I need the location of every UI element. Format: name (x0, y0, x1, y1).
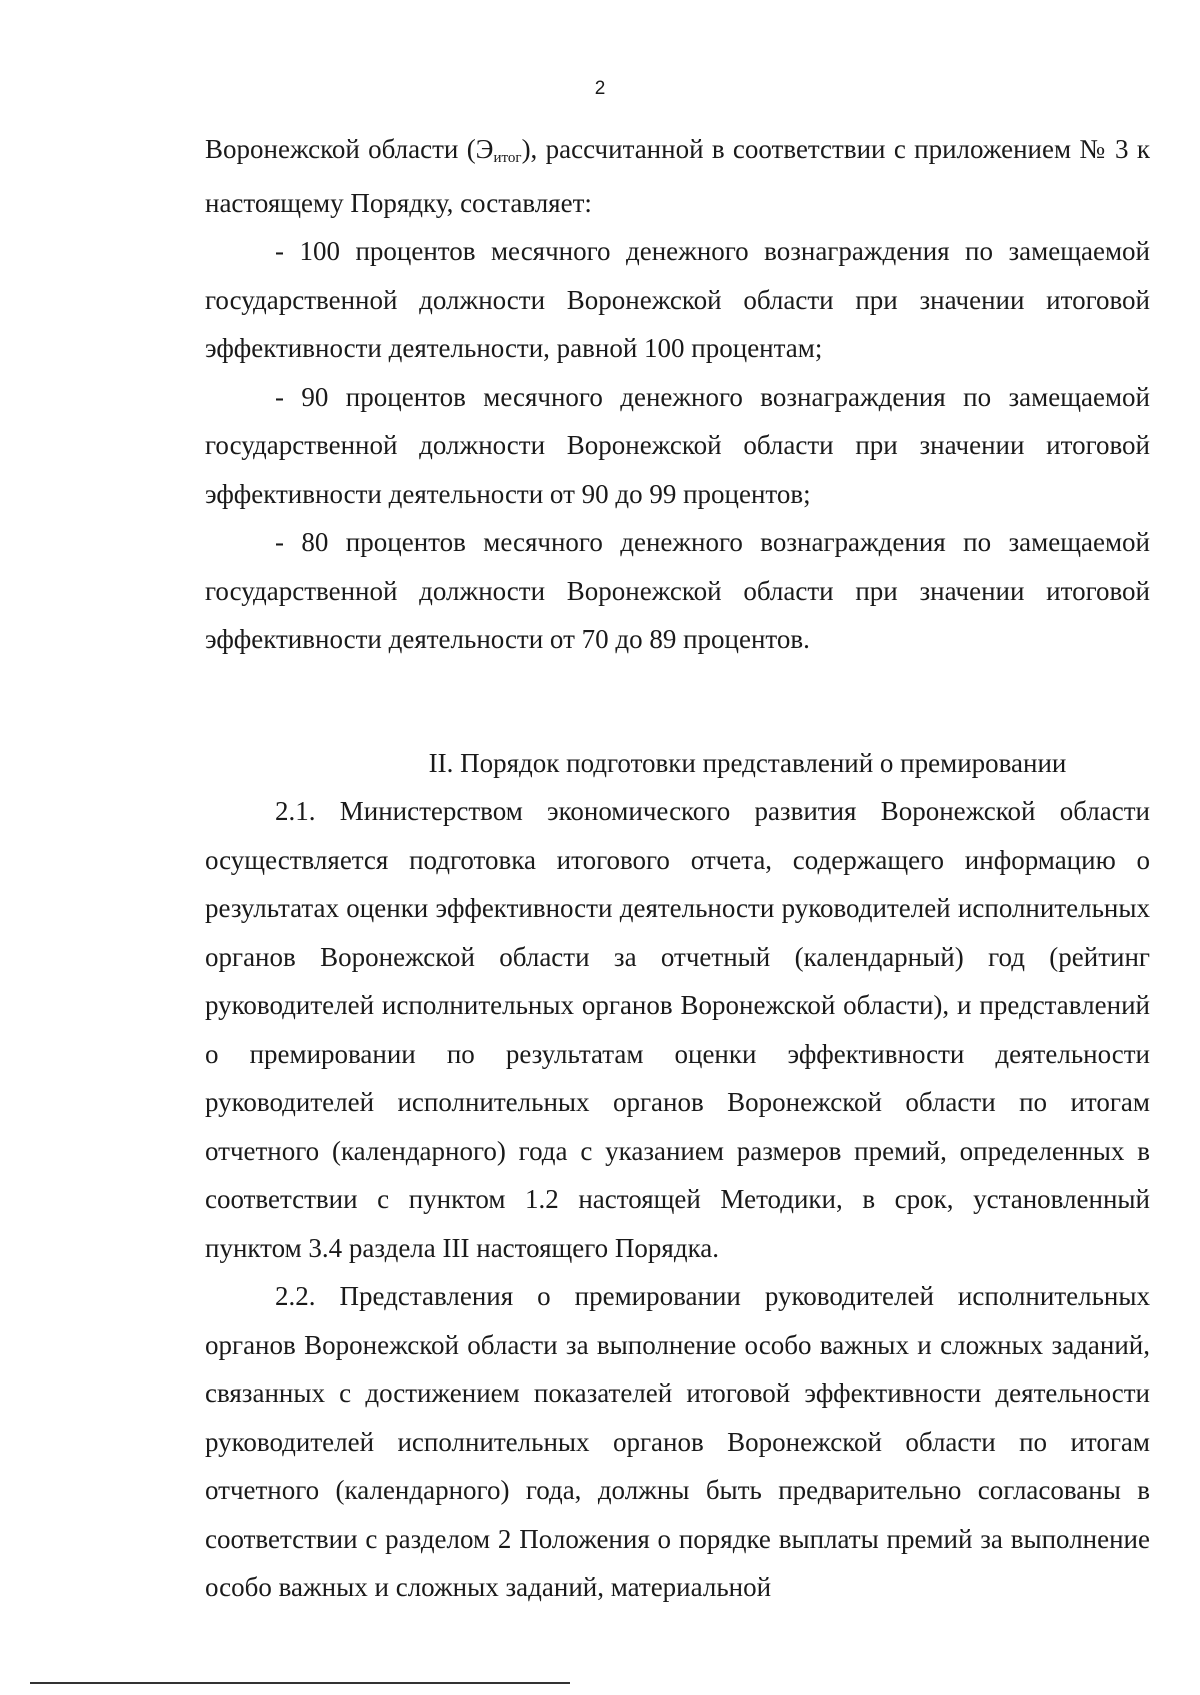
clause-2-2: 2.2. Представления о премировании руководителей исполнительных органов Воронежской области за выполнение особо важных и сложных заданий, связанных с достижением показателей итоговой эффективности деятельности руководителей исполнительных органов Воронежской области по итогам отчетного (календарного) года, должны быть предварительно согласованы в соответствии с разделом 2 Положения о порядке выплаты премий за выполнение особо важных и сложных заданий, материальной (205, 1281, 1150, 1602)
footnote-divider (30, 1682, 570, 1684)
list-item-90-percent: - 90 процентов месячного денежного вознаграждения по замещаемой государственной должности Воронежской области при значении итоговой эффективности деятельности от 90 до 99 процентов; (205, 381, 1150, 509)
list-item-80-percent: - 80 процентов месячного денежного вознаграждения по замещаемой государственной должности Воронежской области при значении итоговой эффективности деятельности от 70 до 89 процентов. (205, 527, 1150, 654)
intro-subscript: итог (493, 150, 522, 166)
clause-2-1: 2.1. Министерством экономического развития Воронежской области осуществляется подготовка итогового отчета, содержащего информацию о результатах оценки эффективности деятельности руководителей исполнительных органов Воронежской области за отчетный (календарный) год (рейтинг руководителей исполнительных органов Воронежской области), и представлений о премировании по результатам оценки эффективности деятельности руководителей исполнительных органов Воронежской области по итогам отчетного (календарного) года с указанием размеров премий, определенных в соответствии с пунктом 1.2 настоящей Методики, в срок, установленный пунктом 3.4 раздела III настоящего Порядка. (205, 796, 1150, 1263)
document-body (205, 125, 1150, 1612)
page-number: 2 (594, 78, 606, 99)
list-item-100-percent: - 100 процентов месячного денежного вознаграждения по замещаемой государственной должности Воронежской области при значении итоговой эффективности деятельности, равной 100 процентам; (205, 236, 1150, 363)
intro-paragraph (205, 125, 1150, 227)
intro-text-end: ), рассчитанной в соответствии с приложением № 3 к настоящему Порядку, составляет: (205, 134, 1151, 218)
intro-text-start: Воронежской области (Э (205, 134, 494, 164)
section-heading: II. Порядок подготовки представлений о премировании (428, 747, 1067, 778)
